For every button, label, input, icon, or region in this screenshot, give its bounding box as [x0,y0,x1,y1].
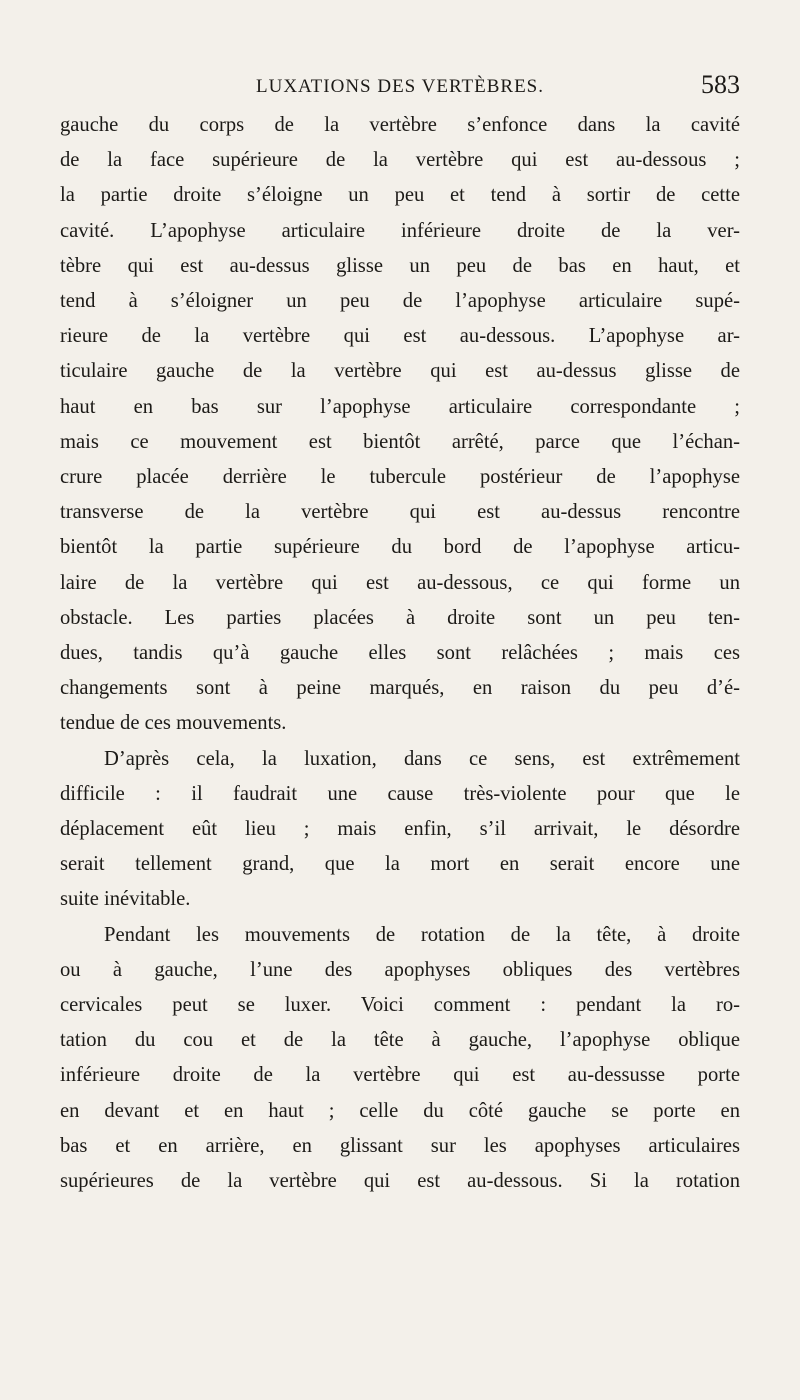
text-line: cervicales peut se luxer. Voici comment : pendant la ro- [60,994,740,1017]
text-line: tèbre qui est au-dessus glisse un peu de bas en haut, et [60,254,740,277]
text-line: changements sont à peine marqués, en raison du peu d’é- [60,677,740,700]
text-line: rieure de la vertèbre qui est au-dessous. L’apophyse ar- [60,325,740,348]
text-line: Pendant les mouvements de rotation de la tête, à droite [104,923,740,946]
body-text [60,108,740,1199]
text-line: bas et en arrière, en glissant sur les apophyses articulaires [60,1134,740,1157]
text-line: tend à s’éloigner un peu de l’apophyse articulaire supé- [60,290,740,313]
text-line: mais ce mouvement est bientôt arrêté, parce que l’échan- [60,430,740,453]
text-line: tation du cou et de la tête à gauche, l’apophyse oblique [60,1029,740,1052]
paragraph-2 [60,742,740,918]
text-line: D’après cela, la luxation, dans ce sens, est extrêmement [104,747,740,770]
text-line: la partie droite s’éloigne un peu et tend à sortir de cette [60,184,740,207]
text-line: laire de la vertèbre qui est au-dessous, ce qui forme un [60,571,740,594]
paragraph-1 [60,108,740,742]
text-line: obstacle. Les parties placées à droite sont un peu ten- [60,606,740,629]
text-line: tendue de ces mouvements. [60,712,287,735]
text-line: déplacement eût lieu ; mais enfin, s’il arrivait, le désordre [60,818,740,841]
text-line: cavité. L’apophyse articulaire inférieure droite de la ver- [60,219,740,242]
paragraph-3 [60,918,740,1200]
text-line: en devant et en haut ; celle du côté gauche se porte en [60,1099,740,1122]
text-line: gauche du corps de la vertèbre s’enfonce dans la cavité [60,114,740,136]
text-line: haut en bas sur l’apophyse articulaire correspondante ; [60,395,740,418]
text-line: difficile : il faudrait une cause très-violente pour que le [60,782,740,805]
text-line: ticulaire gauche de la vertèbre qui est au-dessus glisse de [60,360,740,383]
text-line: inférieure droite de la vertèbre qui est au-dessusse porte [60,1064,740,1087]
text-line: ou à gauche, l’une des apophyses obliques des vertèbres [60,958,740,981]
text-line: crure placée derrière le tubercule postérieur de l’apophyse [60,466,740,489]
page-number: 583 [701,70,740,99]
text-line: serait tellement grand, que la mort en serait encore une [60,853,740,876]
text-line: de la face supérieure de la vertèbre qui est au-dessous ; [60,149,740,172]
text-line: dues, tandis qu’à gauche elles sont relâchées ; mais ces [60,642,740,665]
text-line: bientôt la partie supérieure du bord de l’apophyse articu- [60,536,740,559]
running-head [60,70,740,106]
text-line: supérieures de la vertèbre qui est au-dessous. Si la rotation [60,1170,740,1193]
text-line: transverse de la vertèbre qui est au-dessus rencontre [60,501,740,524]
running-title: LUXATIONS DES VERTÈBRES. [256,76,544,97]
text-line: suite inévitable. [60,888,191,911]
